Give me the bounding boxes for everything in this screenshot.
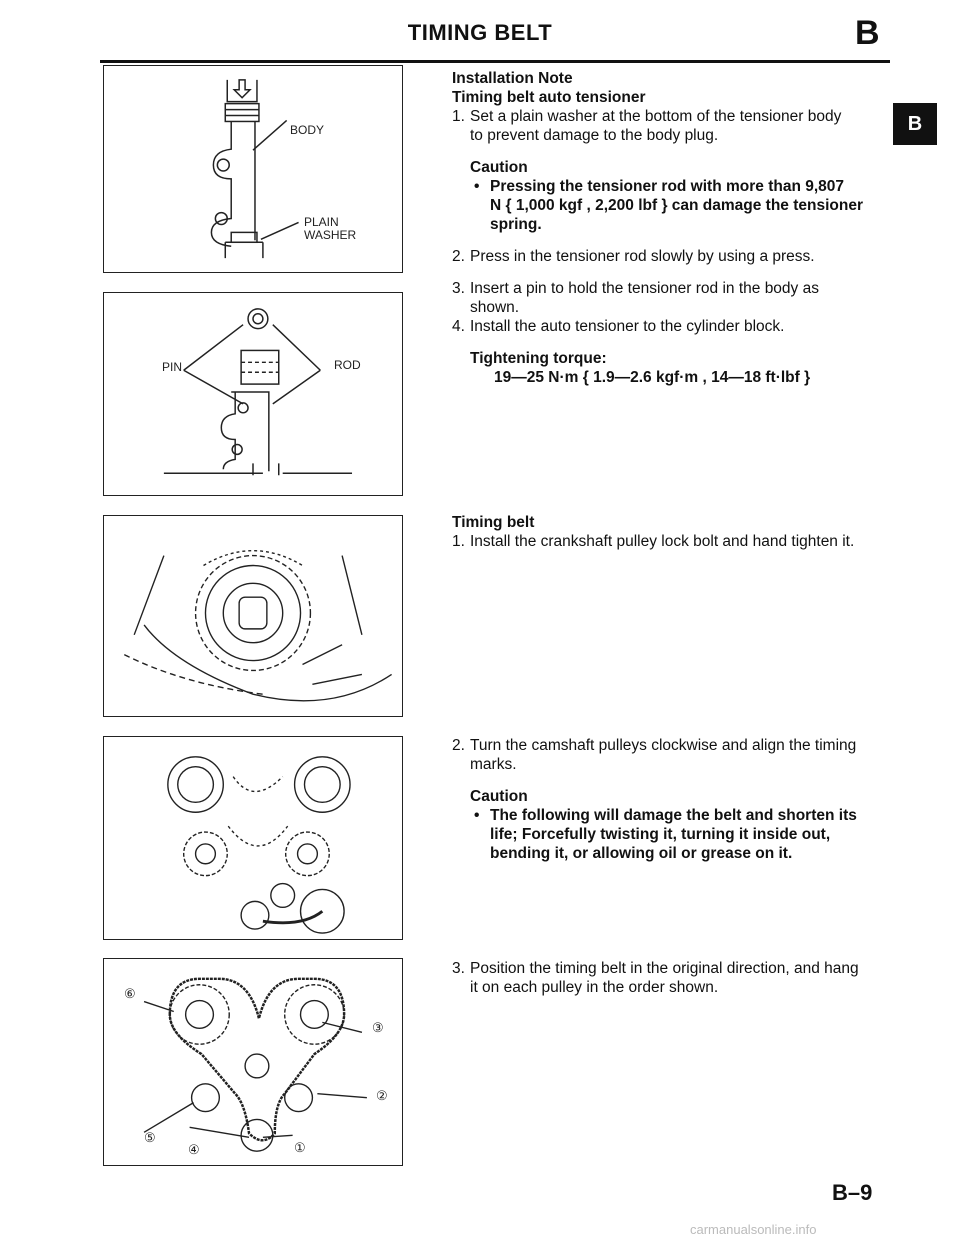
step-3 [452, 959, 892, 997]
label-rod: ROD [334, 358, 361, 372]
figure-camshaft-alignment [103, 736, 403, 940]
step-3 [452, 279, 892, 317]
section-letter: B [855, 14, 880, 52]
order-label-1: ① [294, 1140, 306, 1155]
camshaft-alignment-illustration [104, 737, 402, 939]
step-text: it on each pulley in the order shown. [470, 979, 719, 996]
torque-label: Tightening torque: [470, 350, 607, 367]
watermark-text: carmanualsonline.info [690, 1222, 817, 1237]
section-timing-belt [452, 513, 892, 551]
step-number: 1. [452, 533, 465, 550]
figure-pin-rod [103, 292, 403, 496]
section-camshaft [452, 736, 892, 863]
order-label-3: ③ [372, 1020, 384, 1035]
step-text: shown. [470, 299, 520, 316]
step-number: 1. [452, 108, 465, 125]
caution-label: Caution [470, 159, 528, 176]
figure-belt-routing [103, 958, 403, 1166]
caution-text: spring. [490, 216, 542, 233]
label-body: BODY [290, 123, 325, 137]
caution-text: bending it, or allowing oil or grease on it. [490, 845, 793, 862]
page-title: TIMING BELT [407, 20, 553, 45]
step-text: marks. [470, 756, 517, 773]
page-header [0, 14, 960, 54]
label-washer: WASHER [304, 228, 357, 242]
order-label-5: ⑤ [144, 1130, 156, 1145]
step-2 [452, 736, 892, 774]
step-text: Insert a pin to hold the tensioner rod in the body as [470, 280, 819, 297]
caution-text: • The following will damage the belt and shorten its [490, 807, 857, 824]
step-number: 2. [452, 248, 465, 265]
tensioner-washer-illustration [104, 66, 402, 272]
caution-item [452, 177, 892, 234]
torque-value: 19—25 N·m { 1.9—2.6 kgf·m , 14—18 ft·lbf } [494, 369, 811, 386]
figure-crankshaft-pulley [103, 515, 403, 717]
step-text: Position the timing belt in the original direction, and hang [470, 960, 859, 977]
section-auto-tensioner [452, 69, 892, 387]
caution-label: Caution [470, 788, 528, 805]
pin-rod-illustration [104, 293, 402, 495]
step-4 [452, 317, 892, 336]
section-belt-routing [452, 959, 892, 997]
step-number: 3. [452, 960, 465, 977]
step-number: 2. [452, 737, 465, 754]
caution-text: N { 1,000 kgf , 2,200 lbf } can damage the tensioner [490, 197, 863, 214]
order-label-2: ② [376, 1088, 388, 1103]
step-text: Set a plain washer at the bottom of the tensioner body [470, 108, 842, 125]
label-plain: PLAIN [304, 215, 339, 229]
caution-item [452, 806, 892, 863]
step-text: Turn the camshaft pulleys clockwise and align the timing [470, 737, 857, 754]
header-rule [100, 60, 890, 63]
subheading-auto-tensioner: Timing belt auto tensioner [452, 89, 646, 106]
order-label-4: ④ [188, 1142, 200, 1157]
crankshaft-pulley-illustration [104, 516, 402, 716]
page-number: B–9 [832, 1180, 873, 1205]
figure-tensioner-washer [103, 65, 403, 273]
step-2 [452, 247, 892, 266]
heading-installation-note: Installation Note [452, 70, 573, 87]
step-text: Press in the tensioner rod slowly by using a press. [470, 248, 815, 265]
step-text: to prevent damage to the body plug. [470, 127, 719, 144]
step-1 [452, 107, 892, 145]
caution-text: • Pressing the tensioner rod with more than 9,807 [490, 178, 845, 195]
heading-timing-belt: Timing belt [452, 514, 535, 531]
section-tab: B [893, 103, 937, 145]
label-pin: PIN [162, 360, 183, 374]
step-text: Install the crankshaft pulley lock bolt and hand tighten it. [470, 533, 855, 550]
step-text: Install the auto tensioner to the cylinder block. [470, 318, 785, 335]
order-label-6: ⑥ [124, 986, 136, 1001]
step-number: 4. [452, 318, 465, 335]
caution-text: life; Forcefully twisting it, turning it inside out, [490, 826, 831, 843]
step-1 [452, 532, 892, 551]
step-number: 3. [452, 280, 465, 297]
